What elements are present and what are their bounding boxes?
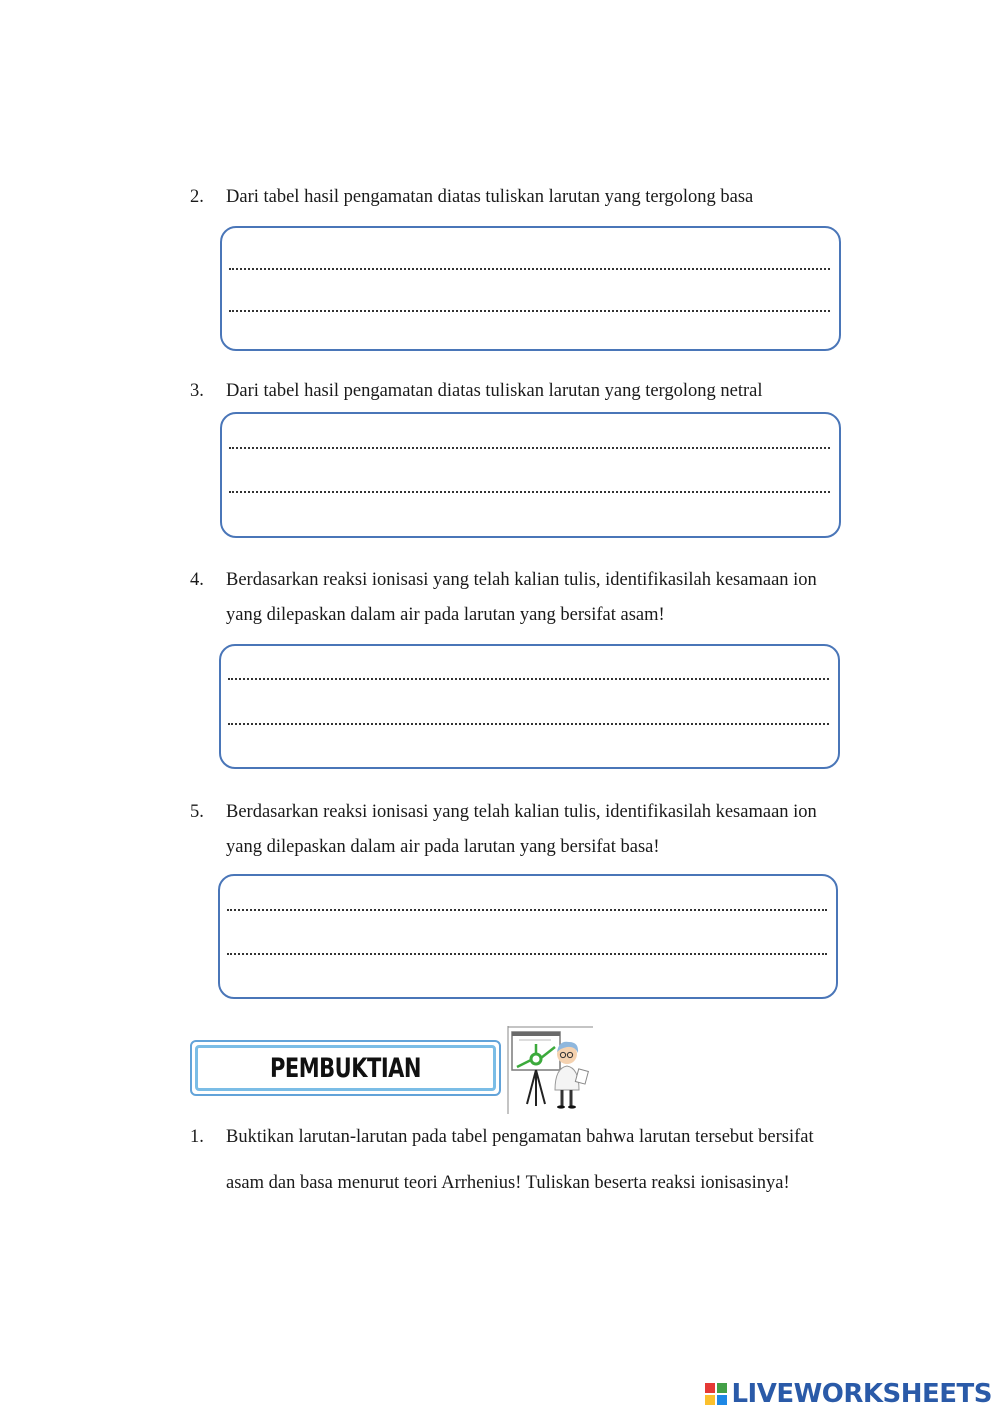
question-text: Berdasarkan reaksi ionisasi yang telah kalian tulis, identifikasilah kesamaan ion yang dilepaskan dalam air pada larutan yang bersifat asam! xyxy=(226,570,817,625)
scientist-presentation-icon xyxy=(507,1026,595,1114)
question-number: 3. xyxy=(190,381,204,401)
question-text: Dari tabel hasil pengamatan diatas tuliskan larutan yang tergolong netral xyxy=(226,381,763,401)
answer-line[interactable] xyxy=(229,268,830,270)
answer-line[interactable] xyxy=(227,953,827,955)
question-number: 1. xyxy=(190,1127,204,1147)
answer-line[interactable] xyxy=(228,723,829,725)
section-title: PEMBUKTIAN xyxy=(270,1053,421,1083)
liveworksheets-brand xyxy=(705,1375,992,1413)
answer-box-2[interactable] xyxy=(220,226,841,351)
answer-line[interactable] xyxy=(229,310,830,312)
question-number: 2. xyxy=(190,187,204,207)
question-number: 4. xyxy=(190,570,204,590)
answer-line[interactable] xyxy=(229,491,830,493)
brand-wordmark: LIVEWORKSHEETS xyxy=(731,1379,992,1409)
question-text: Dari tabel hasil pengamatan diatas tuliskan larutan yang tergolong basa xyxy=(226,187,754,207)
section-title-box xyxy=(190,1040,501,1096)
answer-box-4[interactable] xyxy=(219,644,840,769)
answer-line[interactable] xyxy=(228,678,829,680)
answer-line[interactable] xyxy=(229,447,830,449)
question-number: 5. xyxy=(190,802,204,822)
liveworksheets-logo-icon xyxy=(705,1383,727,1405)
answer-box-3[interactable] xyxy=(220,412,841,538)
answer-line[interactable] xyxy=(227,909,827,911)
question-text: Buktikan larutan-larutan pada tabel pengamatan bahwa larutan tersebut bersifat asam dan basa menurut teori Arrhenius! Tuliskan beserta reaksi ionisasinya! xyxy=(226,1127,814,1193)
answer-box-5[interactable] xyxy=(218,874,838,999)
question-text: Berdasarkan reaksi ionisasi yang telah kalian tulis, identifikasilah kesamaan ion yang dilepaskan dalam air pada larutan yang bersifat basa! xyxy=(226,802,817,857)
